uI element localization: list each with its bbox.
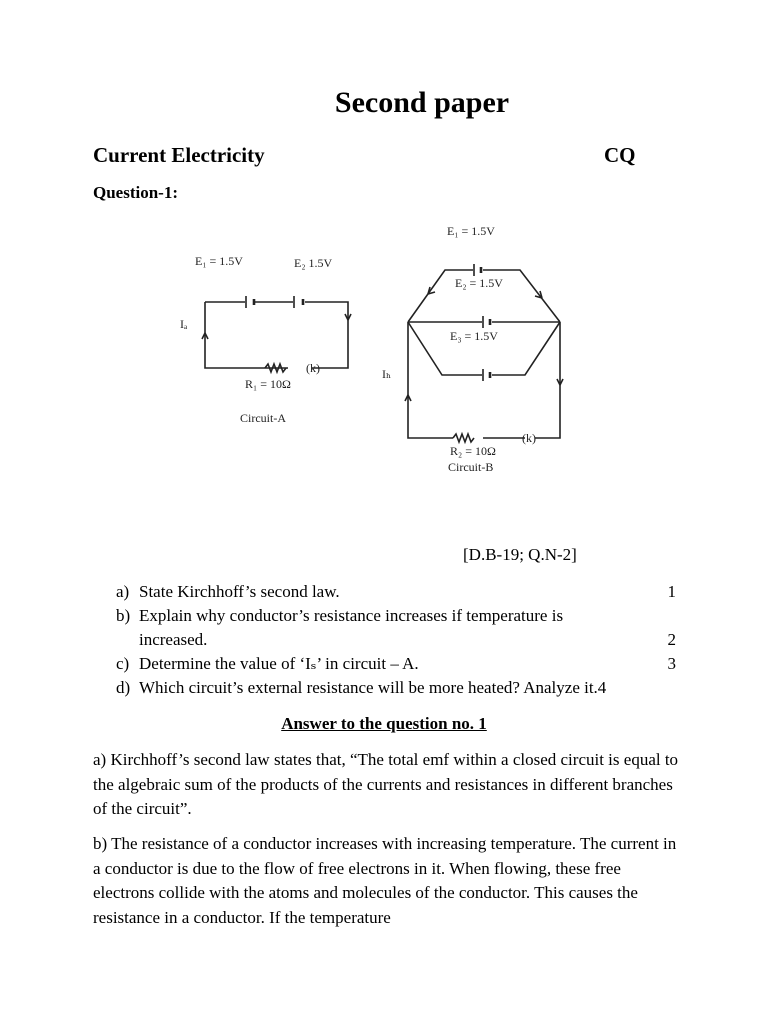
question-letter: c) xyxy=(116,654,130,673)
circuit-a-wires xyxy=(202,296,351,372)
circuit-a-current-label: Iₐ xyxy=(180,317,188,331)
circuit-b-e1-label: E₁ = 1.5V xyxy=(447,224,495,238)
question-item xyxy=(116,676,676,700)
question-letter: a) xyxy=(116,582,130,601)
circuit-a-key-label: (k) xyxy=(306,361,320,375)
circuit-a-e2-label: E₂ 1.5V xyxy=(294,256,333,270)
question-list xyxy=(116,580,676,700)
circuit-a-caption: Circuit-A xyxy=(240,411,286,425)
question-label: Question-1: xyxy=(93,183,178,202)
question-text: Explain why conductor’s resistance increases if temperature is xyxy=(139,606,564,625)
question-text-continued: increased. xyxy=(139,630,208,649)
page-title: Second paper xyxy=(334,86,510,119)
circuit-b-key-label: (k) xyxy=(522,431,536,445)
cq-label: CQ xyxy=(604,143,636,167)
question-letter: d) xyxy=(116,678,131,697)
answer-a-paragraph: a) Kirchhoff’s second law states that, “The total emf within a closed circuit is equal to the algebraic sum of the products of the currents and resistances in different branches of the circuit”. xyxy=(93,750,679,818)
answer-b-paragraph: b) The resistance of a conductor increases with increasing temperature. The current in a conductor is due to the flow of free electrons in it. When flowing, these free electrons collide with the atoms and molecules of the conductor. This causes the resistance in a conductor. If the temperature xyxy=(93,834,677,927)
circuit-b-current-label: Iₕ xyxy=(382,367,392,381)
answer-heading: Answer to the question no. 1 xyxy=(281,714,487,733)
circuit-b-caption: Circuit-B xyxy=(448,460,494,474)
circuit-a-e1-label: E₁ = 1.5V xyxy=(195,254,243,268)
question-item xyxy=(116,604,676,628)
question-marks: 2 xyxy=(667,630,676,649)
question-text: State Kirchhoff’s second law. xyxy=(139,582,340,601)
circuit-a-resistor-label: R₁ = 10Ω xyxy=(245,377,291,391)
circuit-b-wires xyxy=(405,264,563,442)
question-item xyxy=(116,652,676,676)
question-marks: 3 xyxy=(667,654,676,673)
circuit-diagram-figure xyxy=(170,220,600,485)
circuit-b-e2-label: E₂ = 1.5V xyxy=(455,276,503,290)
circuit-b-resistor-label: R₂ = 10Ω xyxy=(450,444,496,458)
subject-heading: Current Electricity xyxy=(93,143,265,167)
question-marks: 1 xyxy=(667,582,676,601)
question-item-continuation xyxy=(116,628,676,652)
question-text: Determine the value of ‘Iₛ’ in circuit – A. xyxy=(139,654,419,673)
circuit-b-e3-label: E₃ = 1.5V xyxy=(450,329,498,343)
question-letter: b) xyxy=(116,606,131,625)
question-text: Which circuit’s external resistance will be more heated? Analyze it.4 xyxy=(139,678,607,697)
question-source: [D.B-19; Q.N-2] xyxy=(463,545,577,564)
question-item xyxy=(116,580,676,604)
